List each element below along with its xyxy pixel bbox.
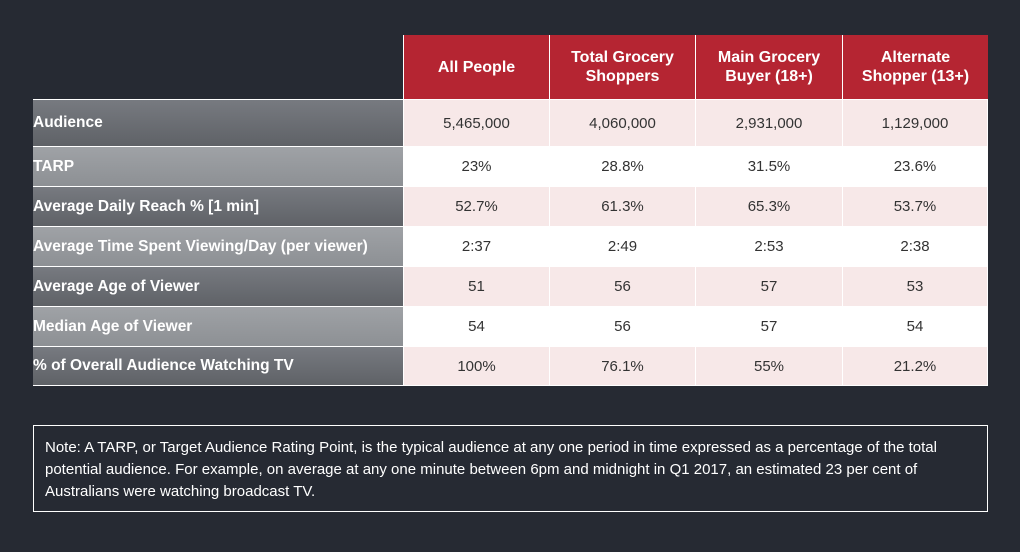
table-row xyxy=(33,226,988,266)
column-header: Alternate Shopper (13+) xyxy=(842,35,988,99)
table-cell: 2,931,000 xyxy=(695,99,842,146)
table-cell: 21.2% xyxy=(842,346,988,386)
column-header: All People xyxy=(403,35,549,99)
row-label: % of Overall Audience Watching TV xyxy=(33,346,403,386)
row-label: Median Age of Viewer xyxy=(33,306,403,346)
audience-table xyxy=(33,35,988,386)
table-cell: 55% xyxy=(695,346,842,386)
row-label: TARP xyxy=(33,146,403,186)
table-cell: 53.7% xyxy=(842,186,988,226)
table-cell: 23% xyxy=(403,146,549,186)
table-cell: 1,129,000 xyxy=(842,99,988,146)
table-cell: 52.7% xyxy=(403,186,549,226)
table-cell: 54 xyxy=(403,306,549,346)
row-label: Average Age of Viewer xyxy=(33,266,403,306)
table-cell: 65.3% xyxy=(695,186,842,226)
table-row xyxy=(33,266,988,306)
table-cell: 2:38 xyxy=(842,226,988,266)
table-cell: 51 xyxy=(403,266,549,306)
table-cell: 5,465,000 xyxy=(403,99,549,146)
table-cell: 54 xyxy=(842,306,988,346)
table-cell: 57 xyxy=(695,306,842,346)
table-cell: 53 xyxy=(842,266,988,306)
footnote: Note: A TARP, or Target Audience Rating Point, is the typical audience at any one period in time expressed as a percentage of the total potential audience. For example, on average at any one minute between 6pm and midnight in Q1 2017, an estimated 23 per cent of Australians were watching broadcast TV. xyxy=(33,425,988,512)
column-header: Main Grocery Buyer (18+) xyxy=(695,35,842,99)
row-label: Average Time Spent Viewing/Day (per viewer) xyxy=(33,226,403,266)
table-cell: 76.1% xyxy=(549,346,695,386)
header-row xyxy=(33,35,988,99)
table-cell: 4,060,000 xyxy=(549,99,695,146)
table-cell: 31.5% xyxy=(695,146,842,186)
table-row xyxy=(33,186,988,226)
row-label: Average Daily Reach % [1 min] xyxy=(33,186,403,226)
table-cell: 2:53 xyxy=(695,226,842,266)
table-row xyxy=(33,346,988,386)
row-label: Audience xyxy=(33,99,403,146)
table-cell: 100% xyxy=(403,346,549,386)
table-cell: 56 xyxy=(549,266,695,306)
table-cell: 28.8% xyxy=(549,146,695,186)
table-row xyxy=(33,306,988,346)
table-row xyxy=(33,99,988,146)
column-header: Total Grocery Shoppers xyxy=(549,35,695,99)
table-cell: 23.6% xyxy=(842,146,988,186)
table-cell: 2:37 xyxy=(403,226,549,266)
corner-cell xyxy=(33,35,403,99)
table-cell: 57 xyxy=(695,266,842,306)
table-row xyxy=(33,146,988,186)
table-cell: 61.3% xyxy=(549,186,695,226)
table-cell: 2:49 xyxy=(549,226,695,266)
table-cell: 56 xyxy=(549,306,695,346)
